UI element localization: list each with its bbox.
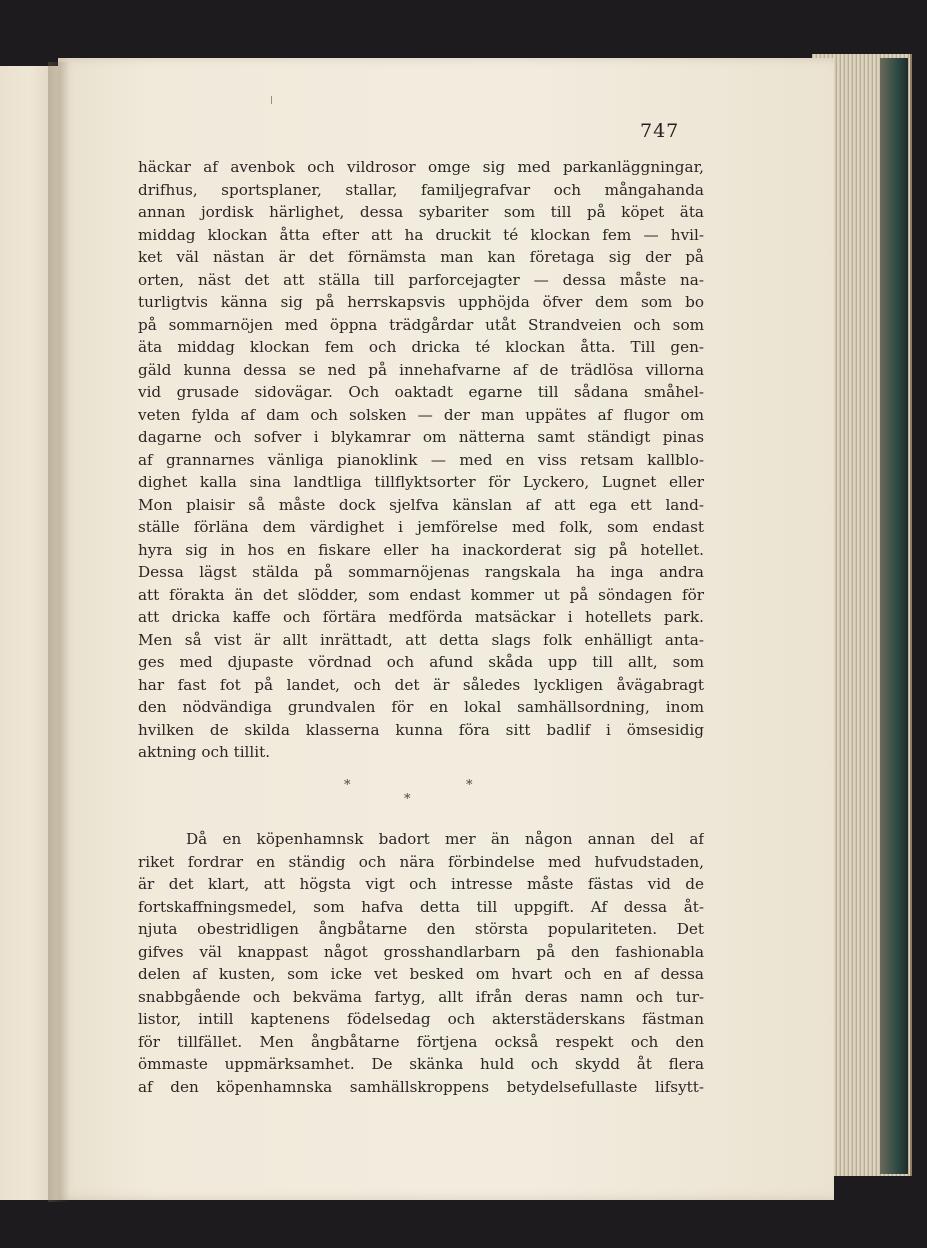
text-line: ket väl nästan är det förnämsta man kan företaga sig der på [138, 248, 704, 266]
text-line: middag klockan åtta efter att ha druckit té klockan fem — hvil- [138, 225, 704, 244]
text-line: för tillfället. Men ångbåtarne förtjena också respekt och den [138, 1032, 704, 1051]
text-line: snabbgående och bekväma fartyg, allt ifrån deras namn och tur- [138, 987, 704, 1006]
paper-mark [271, 96, 272, 104]
text-line: dighet kalla sina landtliga tillflyktsorter för Lyckero, Lugnet eller [138, 473, 704, 491]
text-line: riket fordrar en ständig och nära förbindelse med hufvudstaden, [138, 852, 704, 871]
asterisk: * [466, 778, 473, 793]
book-cover-edge [880, 58, 908, 1174]
text-line: annan jordisk härlighet, dessa sybariter som till på köpet äta [138, 203, 704, 221]
text-line: den nödvändiga grundvalen för en lokal samhällsordning, inom [138, 698, 704, 716]
text-line: listor, intill kaptenens födelsedag och akterstäderskans fästman [138, 1010, 704, 1028]
text-line: att förakta än det slödder, som endast kommer ut på söndagen för [138, 585, 704, 604]
text-line: Dessa lägst stälda på sommarnöjenas rangskala ha inga andra [138, 563, 704, 581]
text-line: Men så vist är allt inrättadt, att detta slags folk enhälligt anta- [138, 630, 704, 649]
text-line: ges med djupaste vördnad och afund skåda upp till allt, som [138, 653, 704, 671]
paragraph-2 [138, 828, 704, 1098]
text-line: veten fylda af dam och solsken — der man uppätes af flugor om [138, 405, 704, 424]
text-line: vid grusade sidovägar. Och oaktadt egarne till sådana småhel- [138, 383, 704, 401]
text-line: att dricka kaffe och förtära medförda matsäckar i hotellets park. [138, 608, 704, 626]
text-line: Mon plaisir så måste dock sjelfva känslan af att ega ett land- [138, 495, 704, 514]
text-line: delen af kusten, som icke vet besked om hvart och en af dessa [138, 965, 704, 983]
text-line: drifhus, sportsplaner, stallar, familjegrafvar och mångahanda [138, 180, 704, 199]
text-line: fortskaffningsmedel, som hafva detta till uppgift. Af dessa åt- [138, 897, 704, 916]
text-line: hvilken de skilda klasserna kunna föra sitt badlif i ömsesidig [138, 720, 704, 739]
text-line: Då en köpenhamnsk badort mer än någon annan del af [186, 830, 704, 848]
text-line: är det klart, att högsta vigt och intresse måste fästas vid de [138, 875, 704, 893]
text-line: turligtvis känna sig på herrskapsvis upphöjda öfver dem som bo [138, 293, 704, 311]
text-line: hyra sig in hos en fiskare eller ha inackorderat sig på hotellet. [138, 540, 704, 559]
text-line: njuta obestridligen ångbåtarne den största populariteten. Det [138, 920, 704, 938]
text-line: orten, näst det att ställa till parforcejagter — dessa måste na- [138, 270, 704, 289]
text-line: af grannarnes vänliga pianoklink — med en viss retsam kallblo- [138, 450, 704, 469]
section-asterism [330, 778, 490, 818]
text-line: på sommarnöjen med öppna trädgårdar utåt Strandveien och som [138, 315, 704, 334]
text-line: har fast fot på landet, och det är således lyckligen åvägabragt [138, 675, 704, 694]
text-line: aktning och tillit. [138, 743, 271, 761]
paragraph-1 [138, 156, 704, 764]
page-number: 747 [640, 120, 680, 142]
asterisk: * [404, 792, 411, 807]
text-line: gäld kunna dessa se ned på innehafvarne af de trädlösa villorna [138, 360, 704, 379]
text-line: dagarne och sofver i blykamrar om nätterna samt ständigt pinas [138, 428, 704, 446]
text-line: häckar af avenbok och vildrosor omge sig med parkanläggningar, [138, 158, 704, 176]
text-line: ömmaste uppmärksamhet. De skänka huld och skydd åt flera [138, 1055, 704, 1073]
asterisk: * [344, 778, 351, 793]
text-line: af den köpenhamnska samhällskroppens betydelsefullaste lifsytt- [138, 1077, 704, 1096]
text-line: ställe förläna dem värdighet i jemförelse med folk, som endast [138, 518, 704, 536]
text-line: gifves väl knappast något grosshandlarbarn på den fashionabla [138, 942, 704, 961]
gutter-shadow [48, 62, 70, 1202]
text-line: äta middag klockan fem och dricka té klockan åtta. Till gen- [138, 338, 704, 356]
